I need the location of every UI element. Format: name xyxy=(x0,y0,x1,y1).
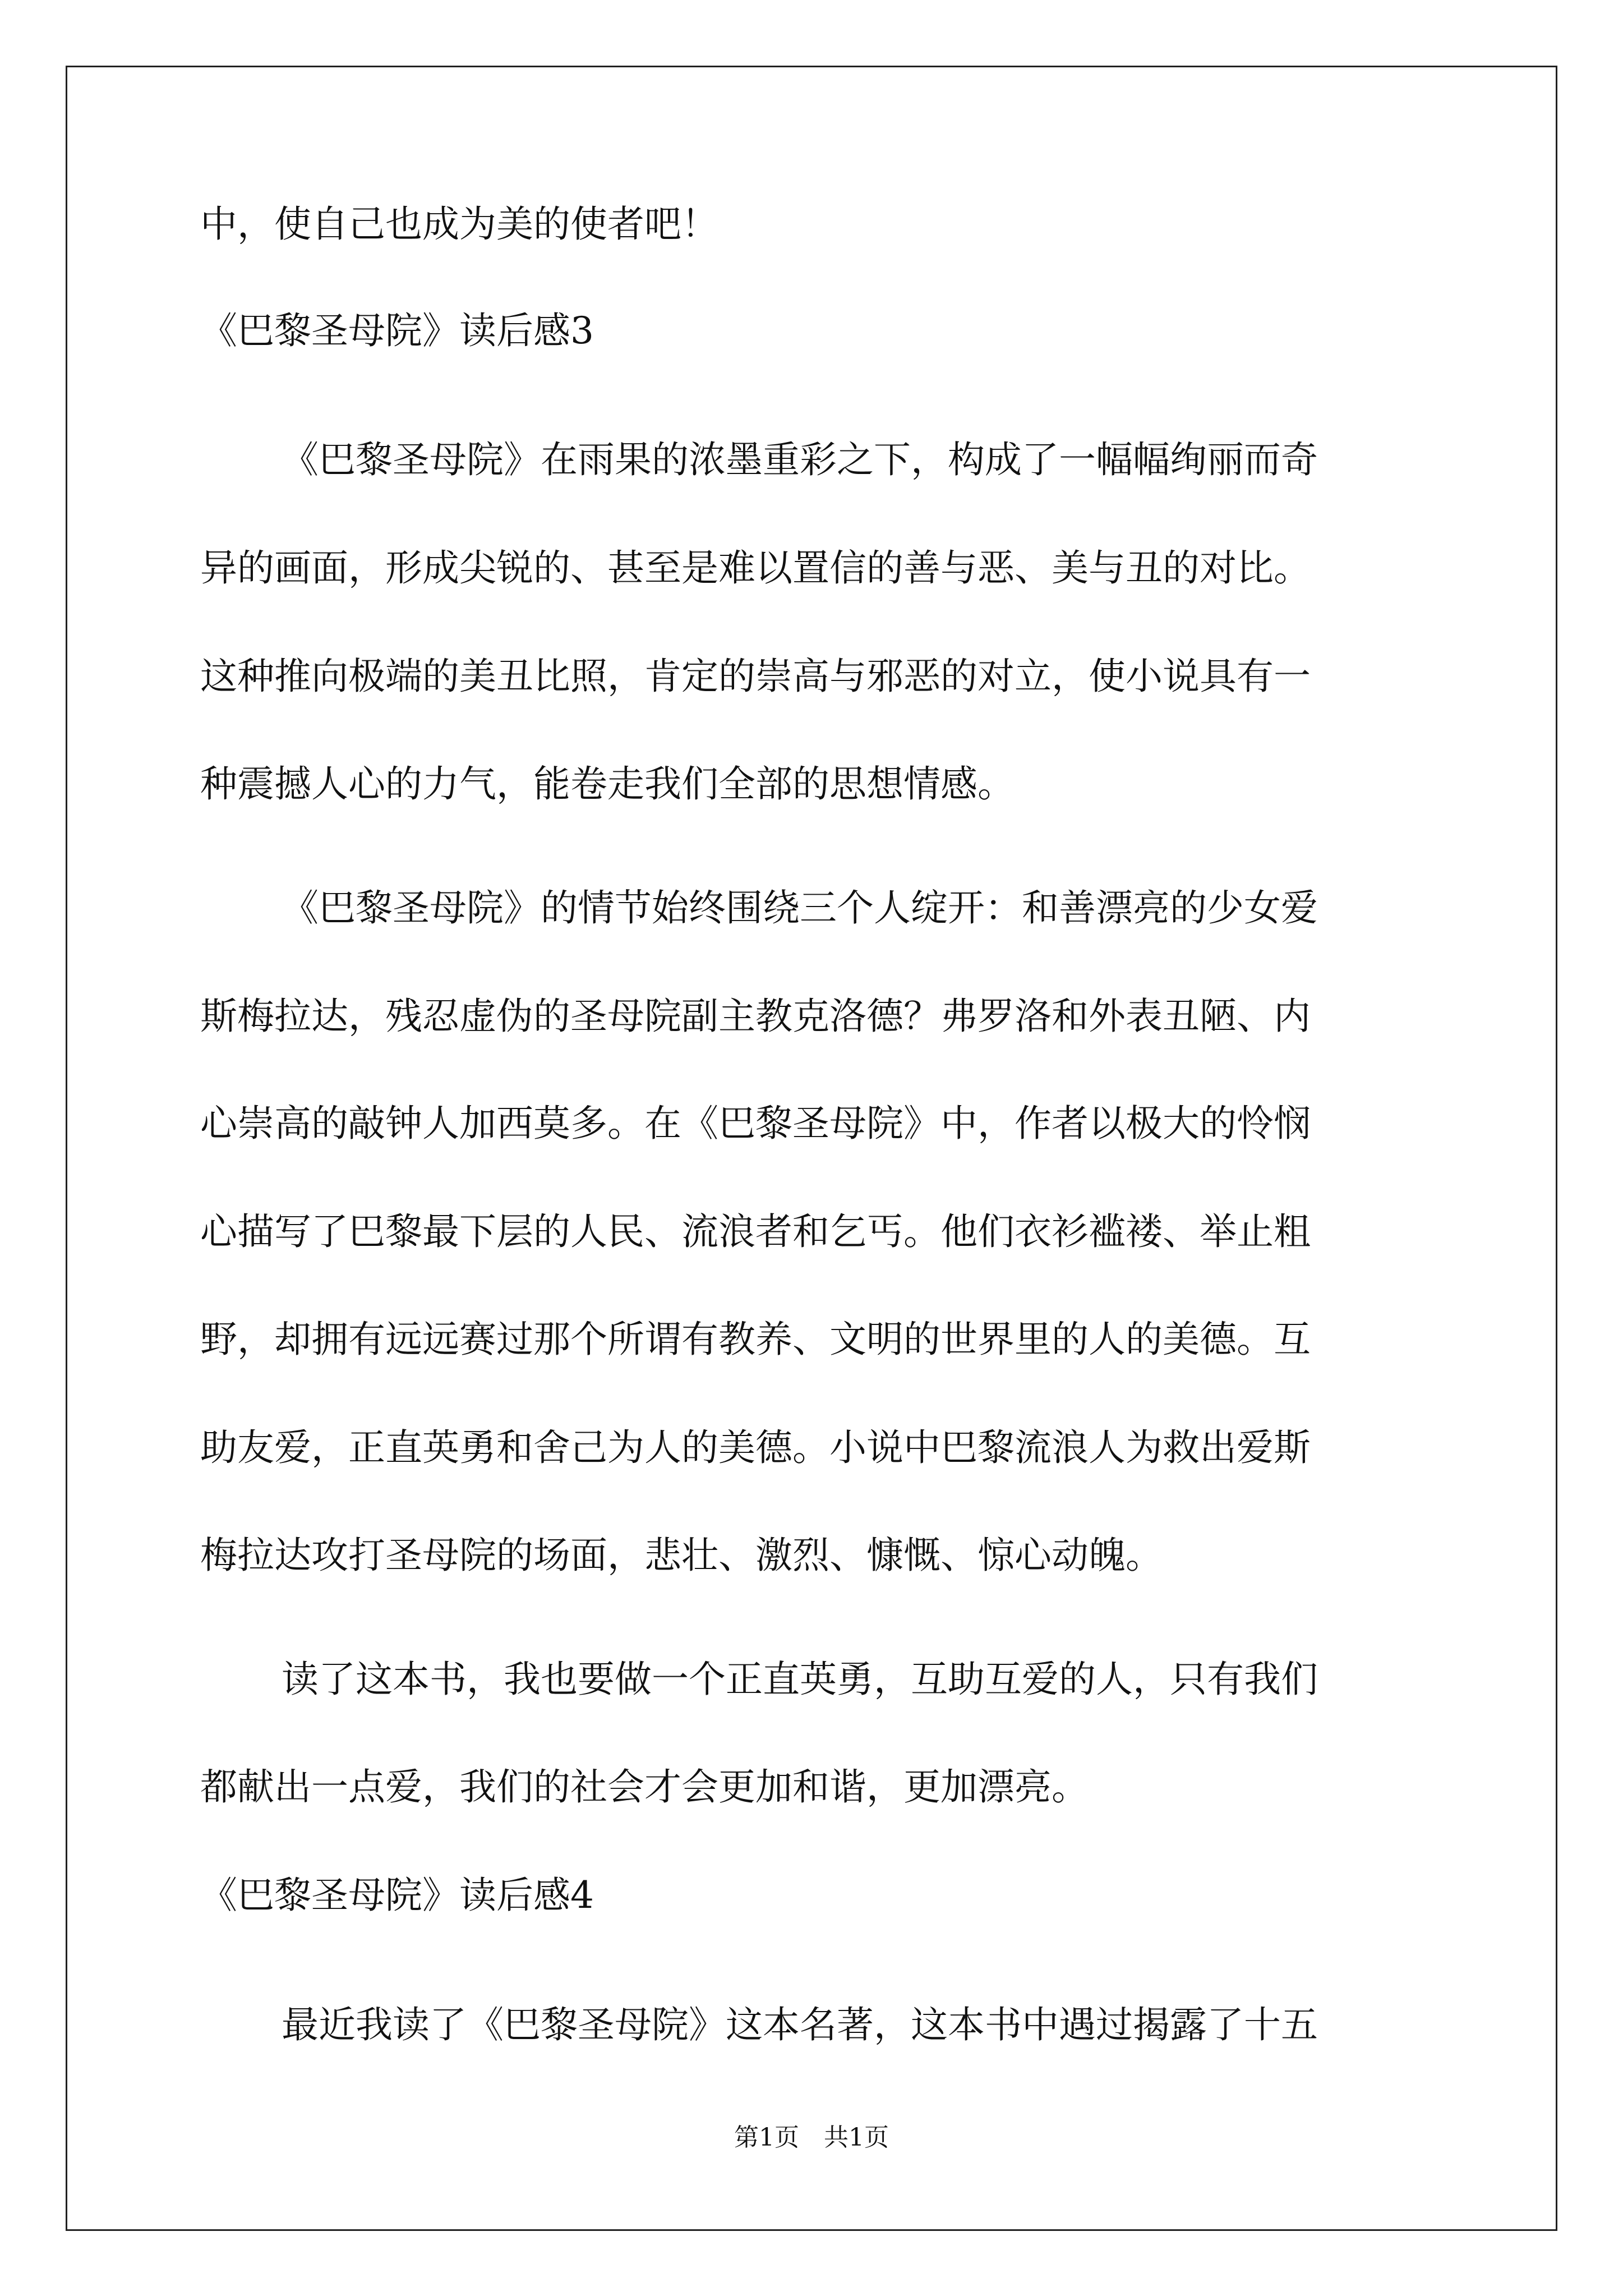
text-line: 中，使自己也成为美的使者吧！ xyxy=(200,203,718,246)
text-line: 《巴黎圣母院》的情节始终围绕三个人绽开：和善漂亮的少女爱 xyxy=(282,886,1318,930)
text-line: 读了这本书，我也要做一个正直英勇，互助互爱的人，只有我们 xyxy=(282,1658,1318,1701)
text-line: 都献出一点爱，我们的社会才会更加和谐，更加漂亮。 xyxy=(200,1765,1089,1809)
section-heading: 《巴黎圣母院》读后感3 xyxy=(200,309,594,352)
text-line: 这种推向极端的美丑比照，肯定的崇高与邪恶的对立，使小说具有一 xyxy=(200,655,1311,698)
text-line: 种震撼人心的力气，能卷走我们全部的思想情感。 xyxy=(200,762,1015,806)
text-line: 《巴黎圣母院》在雨果的浓墨重彩之下，构成了一幅幅绚丽而奇 xyxy=(282,438,1318,481)
text-line: 野，却拥有远远赛过那个所谓有教养、文明的世界里的人的美德。互 xyxy=(200,1318,1311,1361)
text-line: 心崇高的敲钟人加西莫多。在《巴黎圣母院》中，作者以极大的怜悯 xyxy=(200,1102,1311,1145)
text-line: 异的画面，形成尖锐的、甚至是难以置信的善与恶、美与丑的对比。 xyxy=(200,546,1311,590)
text-line: 心描写了巴黎最下层的人民、流浪者和乞丐。他们衣衫褴褛、举止粗 xyxy=(200,1210,1311,1253)
page-footer: 第1页 共1页 xyxy=(734,2123,889,2152)
text-line: 助友爱，正直英勇和舍己为人的美德。小说中巴黎流浪人为救出爱斯 xyxy=(200,1426,1311,1469)
text-line: 斯梅拉达，残忍虚伪的圣母院副主教克洛德？弗罗洛和外表丑陋、内 xyxy=(200,995,1311,1038)
section-heading: 《巴黎圣母院》读后感4 xyxy=(200,1874,594,1917)
text-line: 最近我读了《巴黎圣母院》这本名著，这本书中遇过揭露了十五 xyxy=(282,2003,1318,2046)
text-line: 梅拉达攻打圣母院的场面，悲壮、激烈、慷慨、惊心动魄。 xyxy=(200,1534,1163,1577)
